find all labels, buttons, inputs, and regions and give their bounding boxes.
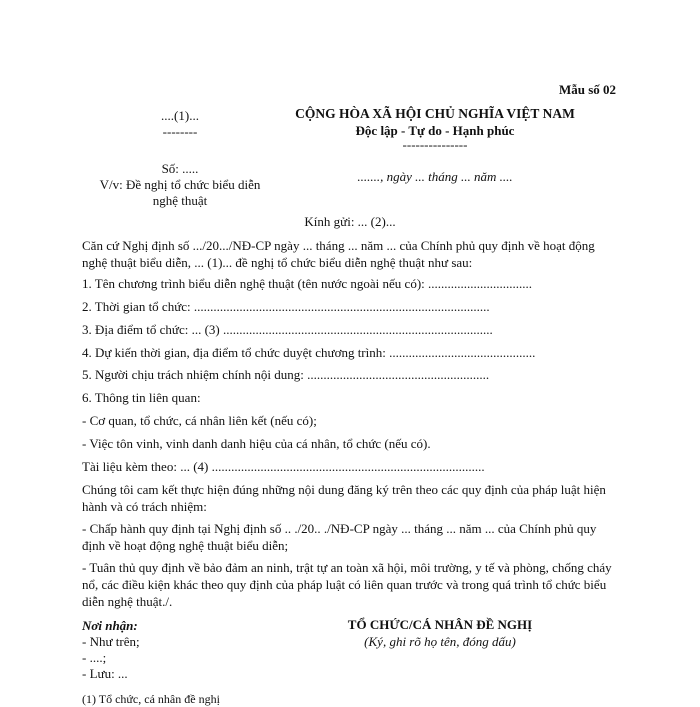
item-partners: - Cơ quan, tổ chức, cá nhân liên kết (nếu có); bbox=[82, 413, 317, 428]
date-line: ......., ngày ... tháng ... năm .... bbox=[357, 169, 513, 184]
item-time: 2. Thời gian tổ chức: ........................................................................................... bbox=[82, 299, 490, 314]
document-number: Số: ..... bbox=[161, 161, 199, 176]
item-attachments: Tài liệu kèm theo: ... (4) .................................................................................... bbox=[82, 459, 485, 474]
national-motto: Độc lập - Tự do - Hạnh phúc bbox=[355, 123, 515, 138]
item-program-name: 1. Tên chương trình biểu diễn nghệ thuật (tên nước ngoài nếu có): ................................ bbox=[82, 276, 533, 291]
intro-paragraph: Căn cứ Nghị định số .../20.../NĐ-CP ngày ... tháng ... năm ... của Chính phủ quy định về hoạt động nghệ thuật biểu diễn, ... (1)... đề nghị tổ chức biểu diễn nghệ thuật như sau: bbox=[82, 238, 595, 270]
commitment-item-decree: - Chấp hành quy định tại Nghị định số .. ./20.. ./NĐ-CP ngày ... tháng ... năm ... của Chính phủ quy định về hoạt động nghệ thuật biểu diễn; bbox=[82, 521, 597, 553]
org-divider: -------- bbox=[162, 124, 198, 139]
recipients-line: - Như trên; bbox=[82, 634, 140, 649]
subject-line-2: nghệ thuật bbox=[152, 193, 208, 208]
item-review-schedule: 4. Dự kiến thời gian, địa điểm tổ chức duyệt chương trình: ............................................. bbox=[82, 345, 536, 360]
item-honors: - Việc tôn vinh, vinh danh danh hiệu của cá nhân, tổ chức (nếu có). bbox=[82, 436, 431, 451]
item-responsible-person: 5. Người chịu trách nhiệm chính nội dung: ........................................................ bbox=[82, 367, 490, 382]
signature-title: TỔ CHỨC/CÁ NHÂN ĐỀ NGHỊ bbox=[347, 617, 533, 632]
recipient: Kính gửi: ... (2)... bbox=[304, 214, 396, 229]
motto-divider: --------------- bbox=[402, 137, 468, 152]
signature-note: (Ký, ghi rõ họ tên, đóng dấu) bbox=[364, 634, 516, 649]
subject-line-1: V/v: Đề nghị tổ chức biểu diễn bbox=[99, 177, 261, 192]
item-location: 3. Địa điểm tổ chức: ... (3) ................................................................................... bbox=[82, 322, 493, 337]
commitment-paragraph: Chúng tôi cam kết thực hiện đúng những nội dung đăng ký trên theo các quy định của pháp luật hiện hành và có trách nhiệm: bbox=[82, 482, 606, 514]
footnote: (1) Tổ chức, cá nhân đề nghị bbox=[82, 692, 220, 706]
item-related-info: 6. Thông tin liên quan: bbox=[82, 390, 201, 405]
recipients-line: - Lưu: ... bbox=[82, 666, 128, 681]
commitment-item-safety: - Tuân thủ quy định về bảo đảm an ninh, trật tự an toàn xã hội, môi trường, y tế và phòng, chống cháy nổ, các điều kiện khác theo quy định của pháp luật có liên quan trước và trong quá trình tổ chức biểu diễn nghệ thuật./. bbox=[82, 560, 612, 609]
recipients-line: - ....; bbox=[82, 650, 107, 665]
country-name: CỘNG HÒA XÃ HỘI CHỦ NGHĨA VIỆT NAM bbox=[295, 106, 575, 121]
recipients-title: Nơi nhận: bbox=[82, 618, 138, 633]
org-placeholder: ....(1)... bbox=[161, 108, 199, 123]
form-number: Mẫu số 02 bbox=[559, 82, 617, 97]
